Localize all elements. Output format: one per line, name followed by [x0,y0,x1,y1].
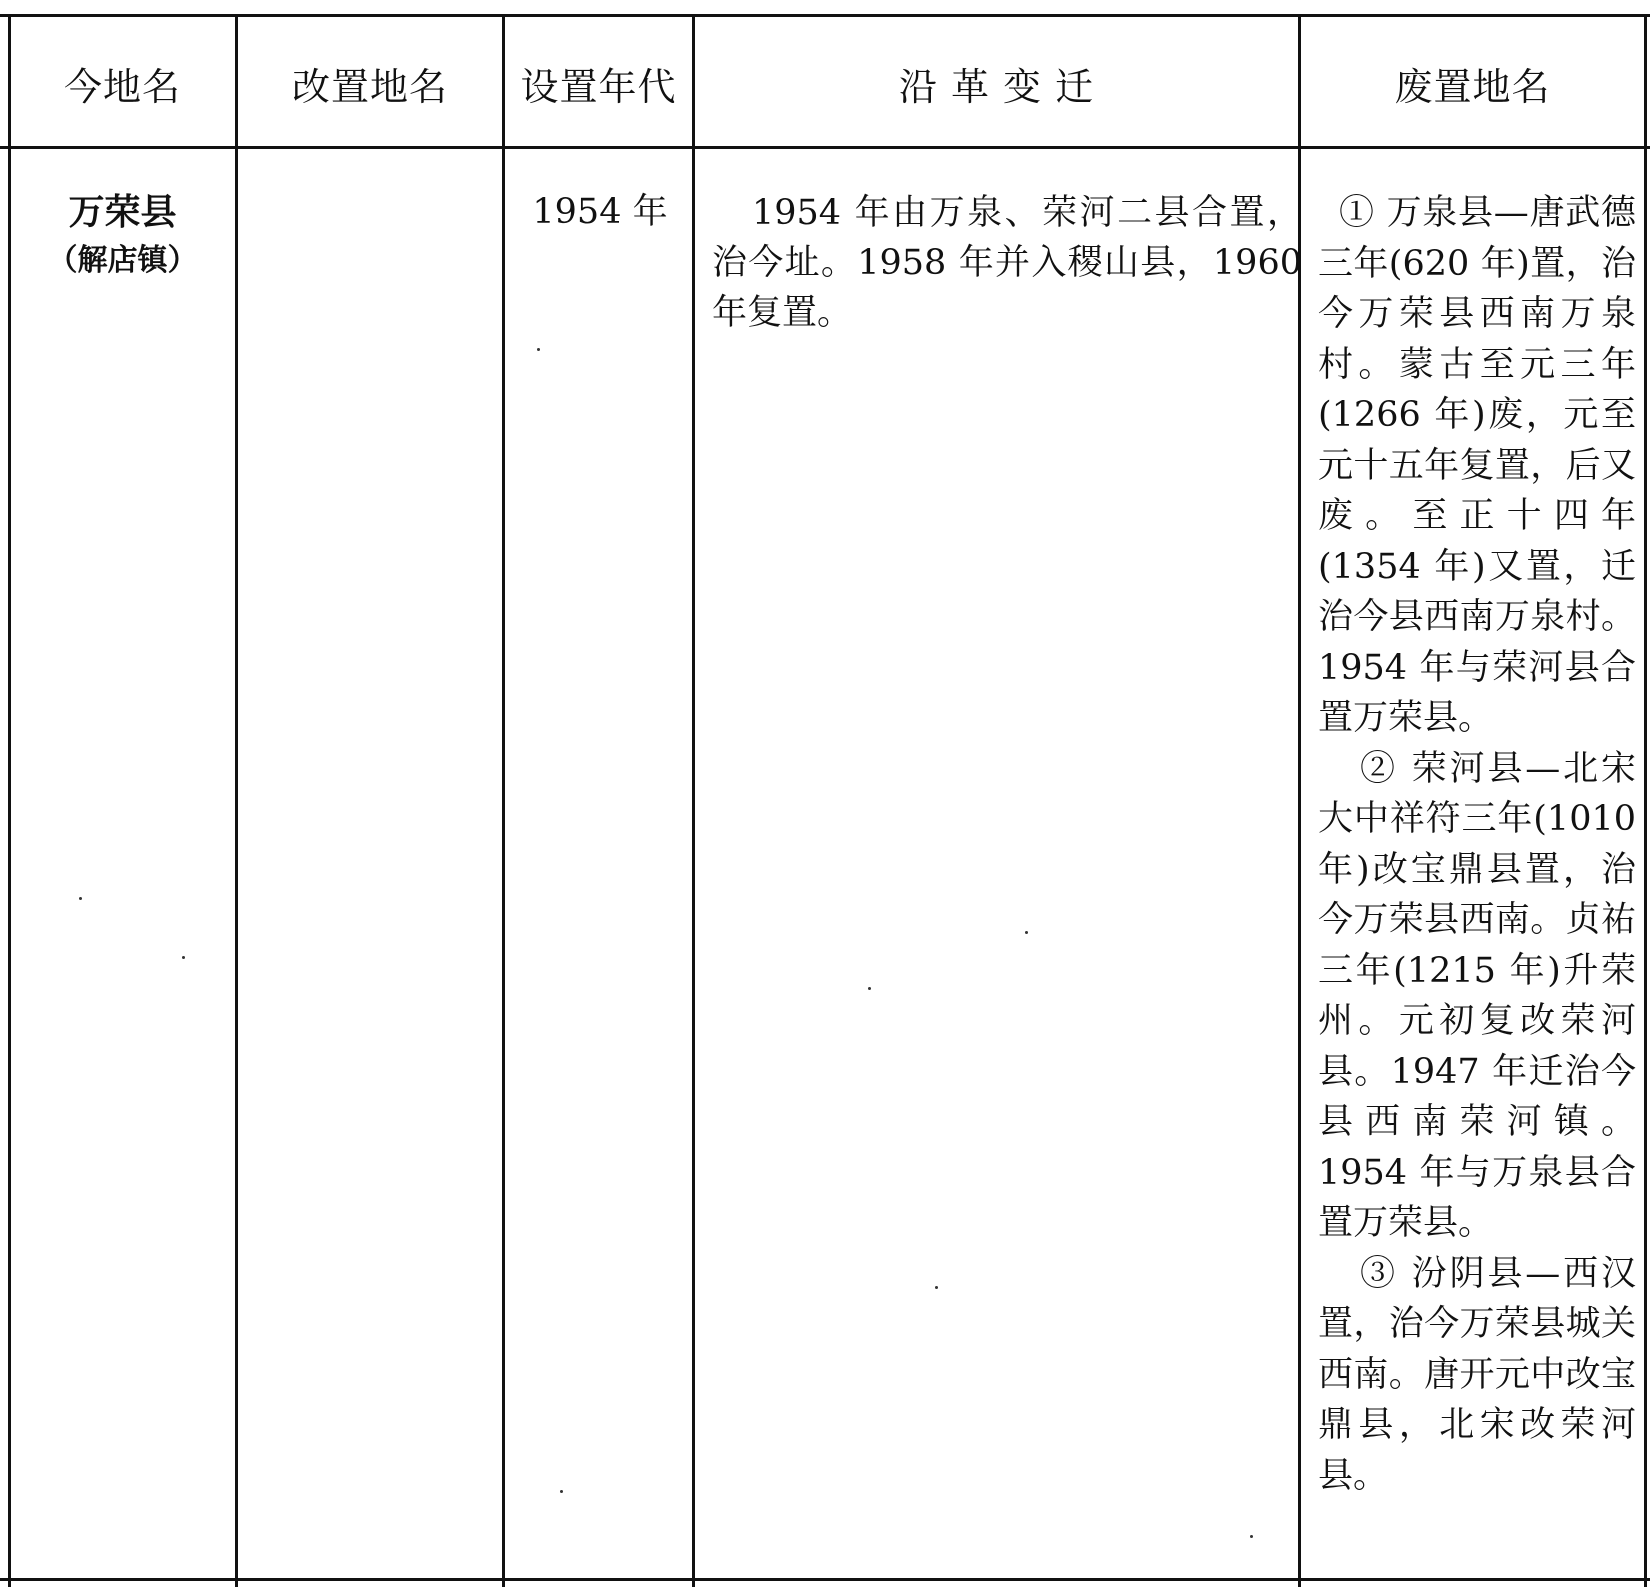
scan-speck [868,987,871,990]
header-abolished-names: 废置地名 [1394,64,1551,109]
scan-speck [79,897,82,900]
history-text: 1954 年由万泉、荣河二县合置，治今址。1958 年并入稷山县，1960 年复置。 [712,193,1302,333]
scan-speck [1025,931,1028,934]
column-divider-4 [692,14,695,1587]
header-renamed-name: 改置地名 [291,64,448,109]
scan-speck [1250,1535,1253,1538]
abolished-entry-wanquan: ① 万泉县—唐武德三年(620 年)置，治今万荣县西南万泉村。蒙古至元三年(1266 年)废，元至元十五年复置，后又废。至正十四年(1354 年)又置，迁治今县西南万泉村。1954 年与荣河县合置万荣县。 [1318,193,1636,738]
column-divider-6 [1644,14,1647,1587]
scan-speck [182,956,185,959]
scan-speck [537,348,540,351]
established-year: 1954 年 [532,192,668,232]
header-current-name: 今地名 [63,64,181,109]
abolished-entry-ronghe: ② 荣河县—北宋大中祥符三年(1010 年)改宝鼎县置，治今万荣县西南。贞祐三年(1215 年)升荣州。元初复改荣河县。1947 年迁治今县西南荣河镇。1954 年与万泉县合置万荣县。 [1318,748,1636,1243]
abolished-entry-fenyin: ③ 汾阴县—西汉置，治今万荣县城关西南。唐开元中改宝鼎县，北宋改荣河县。 [1318,1253,1636,1496]
column-divider-3 [502,14,505,1587]
header-history: 沿 革 变 迁 [898,64,1095,109]
table-top-rule [0,14,1650,17]
abolished-names-cell [1318,188,1636,1501]
row-bottom-rule [0,1578,1650,1581]
current-seat-name: （解店镇） [47,243,198,278]
scan-speck [935,1286,938,1289]
current-place-name: 万荣县 [68,191,177,233]
column-divider-2 [235,14,238,1587]
scan-speck [560,1490,563,1493]
header-established-year: 设置年代 [520,64,677,109]
